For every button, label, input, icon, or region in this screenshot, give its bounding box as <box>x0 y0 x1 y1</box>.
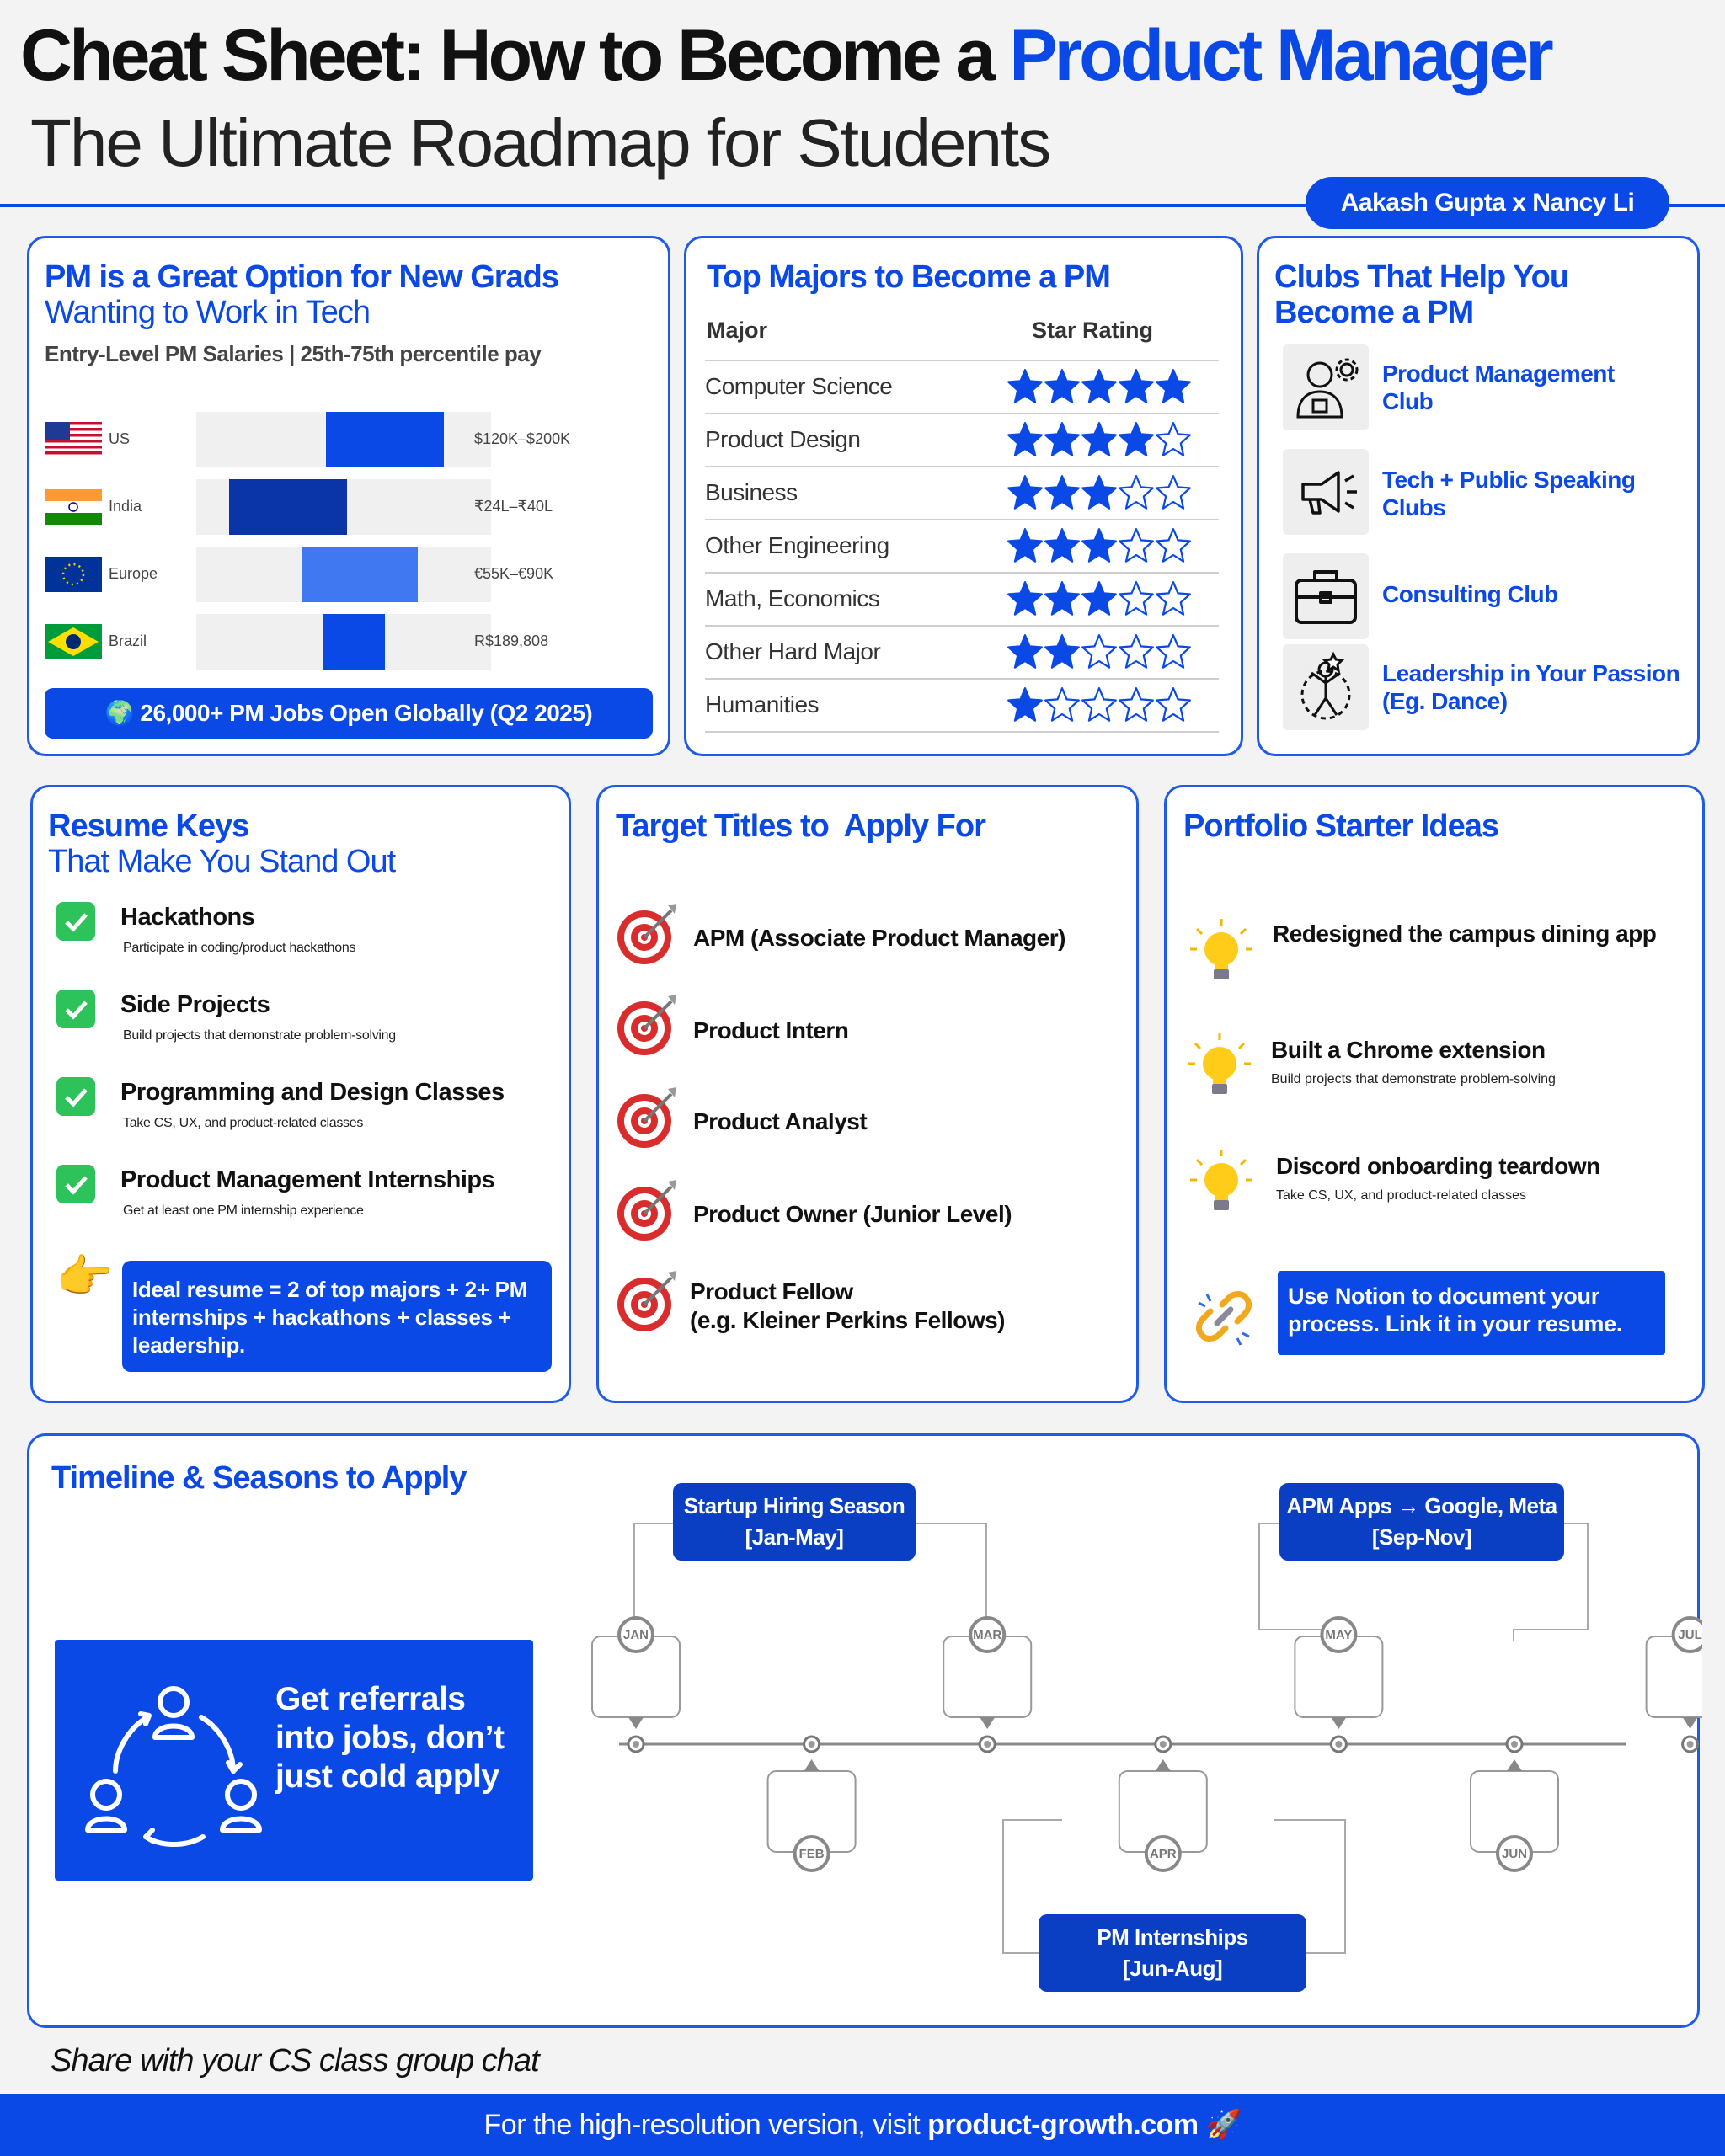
club-item-2-line2: Clubs <box>1382 494 1446 520</box>
star-empty-icon <box>1118 686 1155 723</box>
salary-country: US <box>109 430 131 447</box>
star-empty-icon <box>1081 686 1118 723</box>
footer-visit-prefix: For the high-resolution version, visit <box>483 2109 928 2141</box>
club-item-1-line1: Product Management <box>1382 360 1615 387</box>
star-empty-icon <box>1118 633 1155 670</box>
title-item-1: APM (Associate Product Manager) <box>693 925 1065 951</box>
timeline-card <box>27 1433 1700 2028</box>
salary-range: $120K–$200K <box>474 430 571 447</box>
season-startup <box>673 1483 916 1561</box>
club-item-1-line2: Club <box>1382 388 1434 414</box>
club-item-4 <box>1382 659 1680 715</box>
resume-item-1-title: Hackathons <box>120 904 255 931</box>
star-empty-icon <box>1155 474 1192 511</box>
star-filled-icon <box>1081 368 1118 405</box>
major-row <box>705 680 1219 733</box>
target-icon <box>614 990 683 1059</box>
club-item-2-line1: Tech + Public Speaking <box>1382 467 1636 493</box>
ideal-resume-box <box>122 1261 552 1372</box>
month-label: JAN <box>622 1628 649 1642</box>
page-subtitle: The Ultimate Roadmap for Students <box>30 105 1050 180</box>
title-item-5 <box>690 1278 1005 1335</box>
megaphone-icon <box>1283 449 1369 535</box>
season-internships-line1: PM Internships <box>1097 1924 1248 1950</box>
timeline-dot-core <box>1687 1741 1694 1748</box>
salary-bar <box>326 412 444 467</box>
portfolio-item-1-title: Redesigned the campus dining app <box>1273 921 1657 947</box>
flag-brazil-icon <box>45 624 102 659</box>
resume-subtitle: That Make You Stand Out <box>48 844 396 879</box>
clubs-title-line2: Become a PM <box>1274 295 1474 330</box>
star-filled-icon <box>1118 421 1155 458</box>
major-name: Business <box>705 479 798 505</box>
salary-bar-track <box>196 479 491 535</box>
salary-bar <box>229 479 347 535</box>
flag-europe-icon <box>45 557 102 592</box>
major-name: Humanities <box>705 691 820 718</box>
title-item-5-line1: Product Fellow <box>690 1278 853 1305</box>
flag-india-icon <box>45 489 102 525</box>
salary-bar-track <box>196 412 491 467</box>
star-filled-icon <box>1007 527 1044 564</box>
titles-card <box>596 785 1139 1403</box>
portfolio-item-3-sub: Take CS, UX, and product-related classes <box>1276 1188 1527 1203</box>
clubs-card <box>1257 236 1700 756</box>
star-rating <box>1007 686 1192 728</box>
star-empty-icon <box>1155 421 1192 458</box>
season-apm <box>1279 1483 1564 1561</box>
major-name: Computer Science <box>705 373 893 399</box>
major-name: Math, Economics <box>705 585 880 611</box>
resume-item-1-sub: Participate in coding/product hackathons <box>123 941 356 955</box>
month-label: MAR <box>973 1628 1002 1642</box>
lightbulb-icon <box>1185 1146 1258 1219</box>
rocket-icon: 🚀 <box>1205 2109 1242 2141</box>
target-icon <box>614 1175 683 1244</box>
month-label: MAY <box>1325 1628 1353 1642</box>
resume-item-2-title: Side Projects <box>120 991 270 1018</box>
target-icon <box>614 899 683 968</box>
star-empty-icon <box>1081 633 1118 670</box>
page-title <box>20 13 1551 98</box>
title-part1: Cheat Sheet: How to Become a <box>20 15 1010 96</box>
major-name: Other Hard Major <box>705 638 881 664</box>
title-item-5-line2: (e.g. Kleiner Perkins Fellows) <box>690 1307 1006 1333</box>
month-pointer <box>804 1759 820 1771</box>
star-empty-icon <box>1155 686 1192 723</box>
timeline-dot-core <box>809 1741 815 1748</box>
timeline-title: Timeline & Seasons to Apply <box>51 1460 467 1496</box>
major-row <box>705 520 1219 574</box>
footer-bar <box>0 2094 1725 2156</box>
month-pointer <box>1156 1759 1171 1771</box>
club-item-4-line2: (Eg. Dance) <box>1382 688 1508 714</box>
season-startup-line2: [Jan-May] <box>745 1524 844 1550</box>
star-rating <box>1007 633 1192 675</box>
check-icon <box>56 902 95 941</box>
star-filled-icon <box>1081 421 1118 458</box>
notion-box <box>1278 1271 1665 1355</box>
portfolio-item-2-title: Built a Chrome extension <box>1271 1037 1546 1063</box>
resume-card <box>30 785 571 1403</box>
major-row <box>705 361 1219 414</box>
season-internships-line2: [Jun-Aug] <box>1122 1956 1223 1981</box>
month-label: FEB <box>798 1847 825 1861</box>
title-item-3: Product Analyst <box>693 1108 868 1134</box>
footer-link[interactable]: product-growth.com <box>927 2109 1199 2141</box>
salary-bar <box>323 614 386 670</box>
star-filled-icon <box>1044 421 1081 458</box>
club-item-1 <box>1382 360 1615 415</box>
star-filled-icon <box>1007 421 1044 458</box>
timeline-dot-core <box>1335 1741 1342 1748</box>
authors-badge <box>1306 177 1669 229</box>
star-empty-icon <box>1044 686 1081 723</box>
hand-pointer-icon: 👉 <box>56 1251 114 1302</box>
resume-item-2-sub: Build projects that demonstrate problem-solving <box>123 1028 396 1043</box>
major-name: Product Design <box>705 426 861 452</box>
major-row <box>705 414 1219 467</box>
resume-item-4-title: Product Management Internships <box>120 1166 495 1193</box>
star-rating <box>1007 474 1192 515</box>
timeline-dot-core <box>633 1741 639 1748</box>
star-filled-icon <box>1081 527 1118 564</box>
jobs-banner-text: 26,000+ PM Jobs Open Globally (Q2 2025) <box>140 700 593 726</box>
month-pointer <box>1507 1759 1522 1771</box>
star-rating <box>1007 580 1192 622</box>
target-icon <box>614 1266 683 1335</box>
major-row <box>705 467 1219 520</box>
star-filled-icon <box>1007 580 1044 617</box>
season-apm-line2: [Sep-Nov] <box>1371 1524 1472 1550</box>
clubs-title-line1: Clubs That Help You <box>1274 259 1569 295</box>
month-label: JUL <box>1678 1628 1702 1642</box>
salaries-card <box>27 236 670 756</box>
referral-text: Get referrals into jobs, don’t just cold apply <box>275 1681 505 1795</box>
salary-bar <box>302 547 418 602</box>
major-name: Other Engineering <box>705 532 889 558</box>
title-item-2: Product Intern <box>693 1017 849 1043</box>
resume-item-3-title: Programming and Design Classes <box>120 1079 505 1106</box>
star-filled-icon <box>1007 633 1044 670</box>
link-icon <box>1190 1283 1258 1350</box>
flag-us-icon <box>45 422 102 457</box>
portfolio-card <box>1164 785 1705 1403</box>
title-item-4: Product Owner (Junior Level) <box>693 1201 1012 1227</box>
star-filled-icon <box>1044 368 1081 405</box>
month-pointer <box>1683 1717 1698 1729</box>
portfolio-item-2-sub: Build projects that demonstrate problem-solving <box>1271 1072 1556 1086</box>
salary-range: €55K–€90K <box>474 565 554 582</box>
club-item-3-line1: Consulting Club <box>1382 581 1558 607</box>
month-label: JUN <box>1501 1847 1528 1861</box>
major-row <box>705 627 1219 680</box>
month-pointer <box>628 1717 644 1729</box>
portfolio-item-3-title: Discord onboarding teardown <box>1276 1153 1600 1179</box>
check-icon <box>56 1077 95 1116</box>
check-icon <box>56 1165 95 1203</box>
timeline-dot-core <box>984 1741 991 1748</box>
star-filled-icon <box>1007 368 1044 405</box>
salary-country: Brazil <box>109 632 147 649</box>
portfolio-title: Portfolio Starter Ideas <box>1183 808 1498 844</box>
salaries-caption: Entry-Level PM Salaries | 25th-75th percentile pay <box>45 341 542 366</box>
star-filled-icon <box>1044 633 1081 670</box>
star-filled-icon <box>1044 580 1081 617</box>
salary-bar-track <box>196 614 491 670</box>
ideal-resume-text: Ideal resume = 2 of top majors + 2+ PM internships + hackathons + classes + leadership. <box>132 1277 528 1358</box>
star-empty-icon <box>1118 527 1155 564</box>
timeline-dot-core <box>1160 1741 1167 1748</box>
salaries-subtitle: Wanting to Work in Tech <box>45 295 371 330</box>
salary-bar-track <box>196 547 491 602</box>
majors-title: Top Majors to Become a PM <box>707 259 1110 295</box>
season-internships <box>1039 1914 1306 1992</box>
star-filled-icon <box>1081 580 1118 617</box>
check-icon <box>56 990 95 1028</box>
dancer-icon <box>1283 644 1369 730</box>
salary-range: R$189,808 <box>474 632 549 649</box>
majors-col-rating: Star Rating <box>1032 318 1154 343</box>
month-label: APR <box>1149 1847 1177 1861</box>
star-filled-icon <box>1044 474 1081 511</box>
month-pointer <box>1331 1717 1346 1729</box>
major-row <box>705 574 1219 627</box>
club-item-2 <box>1382 466 1635 521</box>
star-filled-icon <box>1155 368 1192 405</box>
season-apm-line1: APM Apps → Google, Meta <box>1286 1493 1557 1518</box>
authors-text: Aakash Gupta x Nancy Li <box>1340 189 1635 216</box>
star-rating <box>1007 421 1192 462</box>
star-empty-icon <box>1118 474 1155 511</box>
star-filled-icon <box>1081 474 1118 511</box>
club-item-3 <box>1382 580 1558 608</box>
star-rating <box>1007 368 1192 409</box>
majors-col-major: Major <box>707 318 768 343</box>
lightbulb-icon <box>1185 915 1258 988</box>
lightbulb-icon <box>1183 1030 1256 1102</box>
club-item-4-line1: Leadership in Your Passion <box>1382 660 1680 686</box>
majors-card <box>684 236 1243 756</box>
share-text: Share with your CS class group chat <box>51 2043 539 2079</box>
resume-item-3-sub: Take CS, UX, and product-related classes <box>123 1116 364 1130</box>
salary-country: Europe <box>109 565 158 582</box>
jobs-banner <box>45 688 653 739</box>
resume-title: Resume Keys <box>48 808 249 844</box>
briefcase-icon <box>1283 553 1369 639</box>
timeline-dot-core <box>1511 1741 1518 1748</box>
star-empty-icon <box>1155 633 1192 670</box>
title-part2: Product Manager <box>1009 15 1551 96</box>
star-empty-icon <box>1155 580 1192 617</box>
globe-icon: 🌍 <box>104 700 135 726</box>
star-filled-icon <box>1044 527 1081 564</box>
star-filled-icon <box>1007 686 1044 723</box>
titles-title: Target Titles to Apply For <box>616 808 985 844</box>
star-empty-icon <box>1155 527 1192 564</box>
notion-text: Use Notion to document your process. Link it in your resume. <box>1288 1283 1623 1337</box>
salaries-title: PM is a Great Option for New Grads <box>45 259 559 295</box>
star-filled-icon <box>1118 368 1155 405</box>
person-gear-icon <box>1283 344 1369 430</box>
star-rating <box>1007 527 1192 568</box>
salary-country: India <box>109 498 142 515</box>
resume-item-4-sub: Get at least one PM internship experience <box>123 1203 364 1218</box>
star-empty-icon <box>1118 580 1155 617</box>
target-icon <box>614 1082 683 1151</box>
salary-range: ₹24L–₹40L <box>474 498 553 515</box>
month-pointer <box>980 1717 995 1729</box>
season-startup-line1: Startup Hiring Season <box>683 1493 905 1518</box>
star-filled-icon <box>1007 474 1044 511</box>
